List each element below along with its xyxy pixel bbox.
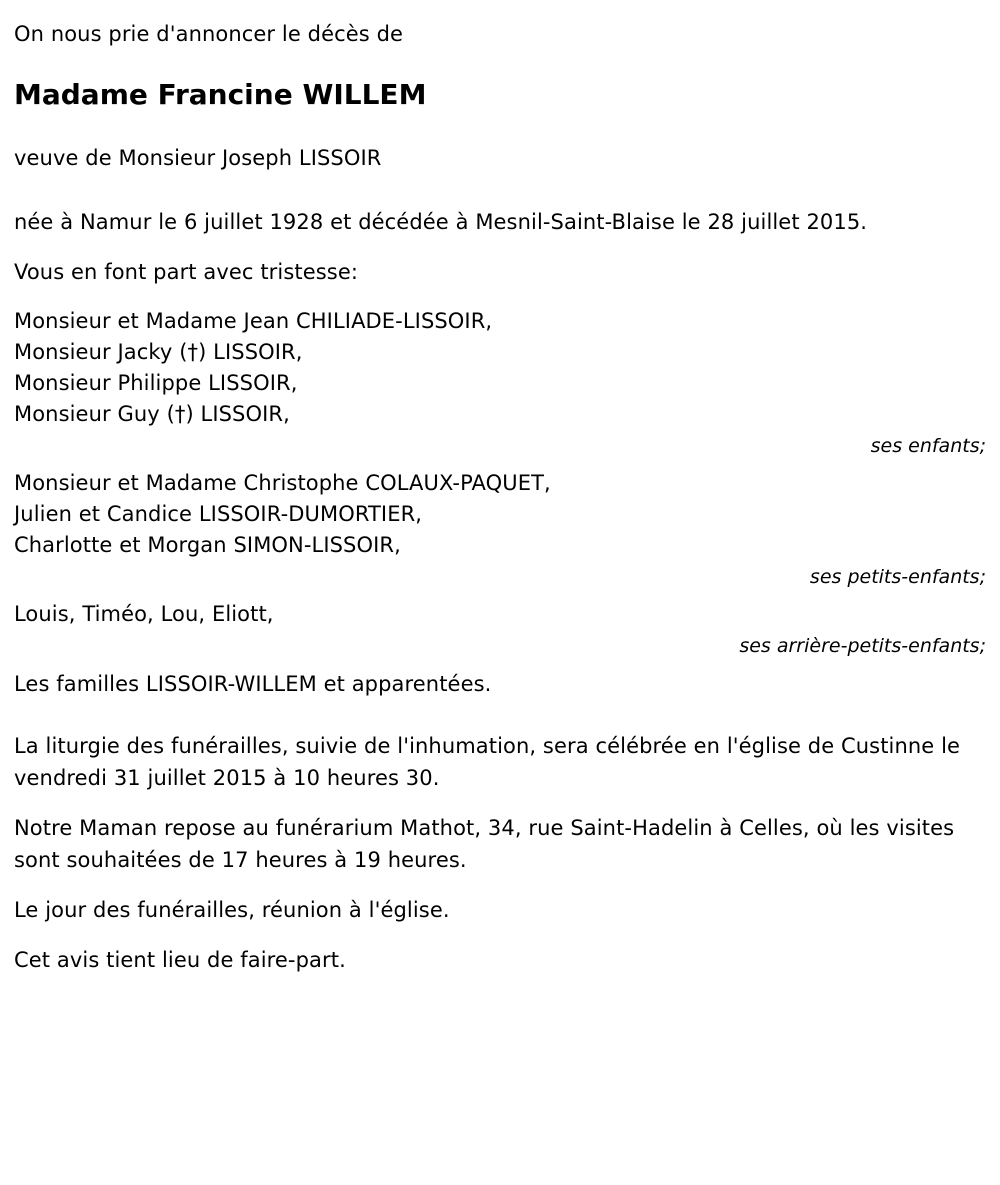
- children-group: [14, 306, 986, 460]
- grandchildren-relation-label: ses petits-enfants;: [809, 566, 986, 588]
- final-notice: Cet avis tient lieu de faire-part.: [14, 948, 346, 972]
- announce-lead: Vous en font part avec tristesse:: [14, 260, 359, 284]
- great-grandchildren-relation-label: ses arrière-petits-enfants;: [739, 635, 986, 657]
- reunion-details: Le jour des funérailles, réunion à l'église.: [14, 898, 450, 922]
- birth-death-line: née à Namur le 6 juillet 1928 et décédée à Mesnil-Saint-Blaise le 28 juillet 2015.: [14, 210, 868, 234]
- list-item: Julien et Candice LISSOIR-DUMORTIER,: [14, 502, 423, 526]
- spouse-line: veuve de Monsieur Joseph LISSOIR: [14, 146, 382, 170]
- repose-details: Notre Maman repose au funérarium Mathot, 34, rue Saint-Hadelin à Celles, où les visites sont souhaitées de 17 heures à 19 heures.: [14, 816, 955, 872]
- list-item: Monsieur Philippe LISSOIR,: [14, 371, 298, 395]
- list-item: Monsieur et Madame Christophe COLAUX-PAQUET,: [14, 471, 551, 495]
- families-line: Les familles LISSOIR-WILLEM et apparentées.: [14, 672, 492, 696]
- list-item: Charlotte et Morgan SIMON-LISSOIR,: [14, 533, 401, 557]
- grandchildren-group: [14, 468, 986, 591]
- great-grandchildren-group: [14, 599, 986, 660]
- list-item: Monsieur Guy (†) LISSOIR,: [14, 402, 290, 426]
- list-item: Louis, Timéo, Lou, Eliott,: [14, 602, 274, 626]
- intro-text: On nous prie d'annoncer le décès de: [14, 22, 404, 46]
- list-item: Monsieur et Madame Jean CHILIADE-LISSOIR,: [14, 309, 493, 333]
- deceased-name: Madame Francine WILLEM: [14, 78, 427, 111]
- service-details: La liturgie des funérailles, suivie de l'inhumation, sera célébrée en l'église de Custinne le vendredi 31 juillet 2015 à 10 heures 30.: [14, 734, 961, 790]
- list-item: Monsieur Jacky (†) LISSOIR,: [14, 340, 303, 364]
- children-relation-label: ses enfants;: [870, 435, 986, 457]
